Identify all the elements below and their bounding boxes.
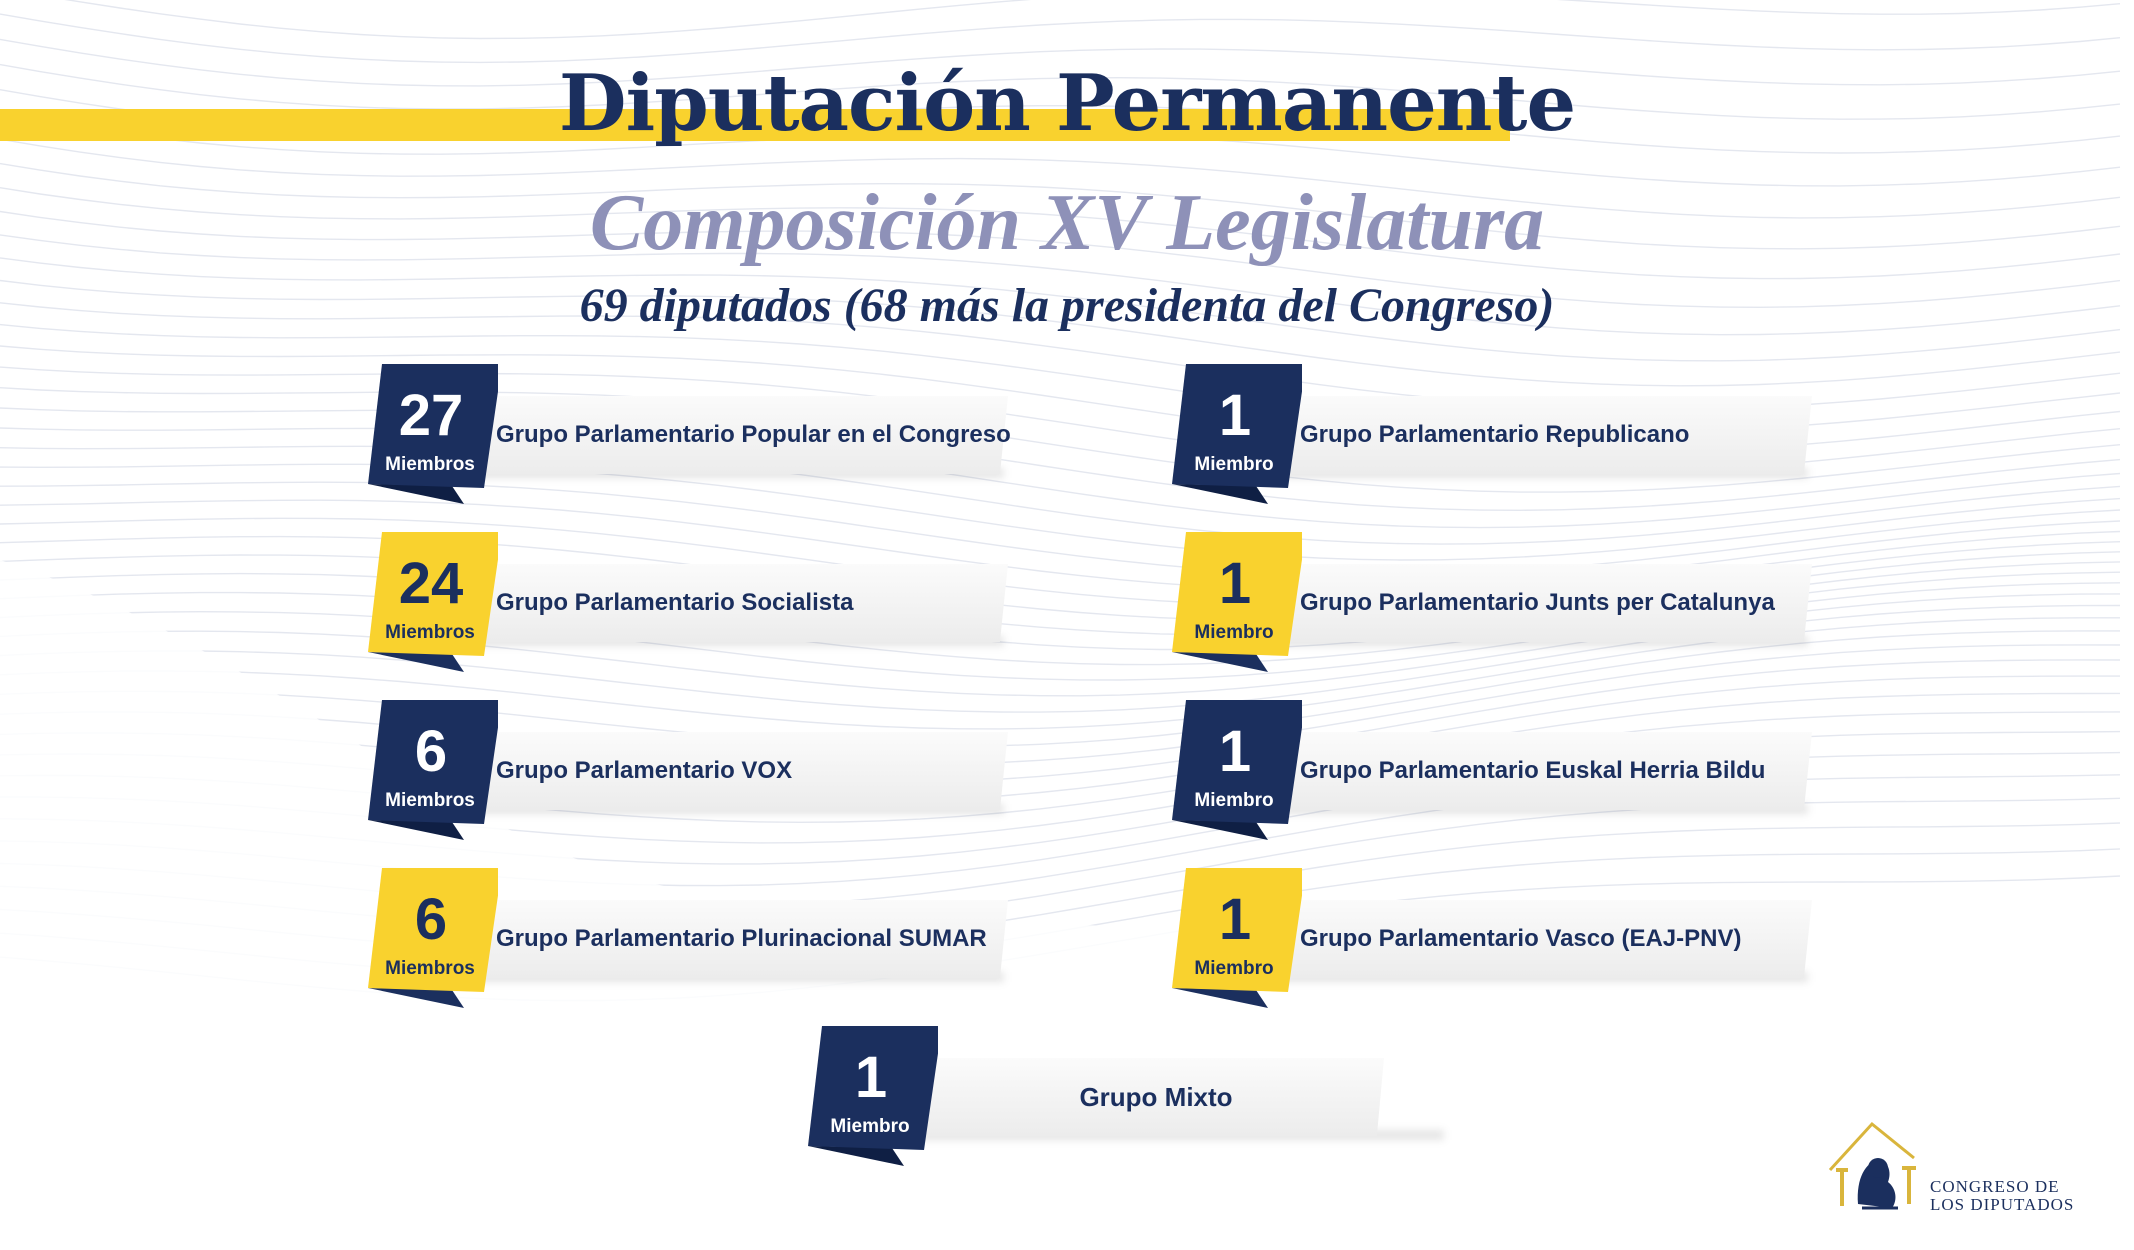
member-count-badge bbox=[368, 868, 498, 1008]
group-name: Grupo Parlamentario Plurinacional SUMAR bbox=[496, 925, 987, 952]
group-name: Grupo Parlamentario VOX bbox=[496, 757, 793, 784]
member-count: 6 bbox=[414, 719, 448, 784]
page-tagline: 69 diputados (68 más la presidenta del Congreso) bbox=[579, 279, 1555, 332]
logo-line-2: LOS DIPUTADOS bbox=[1930, 1195, 2075, 1214]
member-count-badge bbox=[368, 700, 498, 840]
member-unit: Miembros bbox=[385, 454, 475, 475]
group-card-pnv bbox=[1172, 868, 1812, 1008]
group-card-bildu bbox=[1172, 700, 1812, 840]
congreso-logo bbox=[1822, 1118, 2082, 1218]
member-count: 1 bbox=[1218, 887, 1252, 952]
member-count: 1 bbox=[1218, 719, 1252, 784]
member-count: 6 bbox=[414, 887, 448, 952]
member-unit: Miembro bbox=[830, 1116, 910, 1137]
wave-line bbox=[0, 0, 2120, 39]
member-unit: Miembro bbox=[1194, 958, 1274, 979]
group-name: Grupo Parlamentario Vasco (EAJ-PNV) bbox=[1300, 925, 1742, 952]
member-count: 1 bbox=[1218, 383, 1252, 448]
member-unit: Miembros bbox=[385, 958, 475, 979]
group-card-mixto bbox=[808, 1026, 1448, 1166]
group-name: Grupo Parlamentario Popular en el Congreso bbox=[496, 421, 1011, 448]
group-card-junts bbox=[1172, 532, 1812, 672]
group-name: Grupo Parlamentario Euskal Herria Bildu bbox=[1300, 757, 1766, 784]
member-count: 1 bbox=[1218, 551, 1252, 616]
member-unit: Miembros bbox=[385, 622, 475, 643]
group-card-republicano bbox=[1172, 364, 1812, 504]
group-name: Grupo Parlamentario Junts per Catalunya bbox=[1300, 589, 1775, 616]
member-count: 24 bbox=[398, 551, 464, 616]
member-unit: Miembro bbox=[1194, 454, 1274, 475]
member-count-badge bbox=[808, 1026, 938, 1166]
logo-line-1: CONGRESO DE bbox=[1930, 1177, 2060, 1196]
member-count-badge bbox=[1172, 364, 1302, 504]
member-count-badge bbox=[1172, 532, 1302, 672]
member-count: 27 bbox=[398, 383, 464, 448]
group-card-vox bbox=[368, 700, 1008, 840]
member-count-badge bbox=[368, 532, 498, 672]
member-unit: Miembros bbox=[385, 790, 475, 811]
group-name: Grupo Mixto bbox=[1079, 1082, 1233, 1112]
member-count-badge bbox=[1172, 868, 1302, 1008]
group-card-popular bbox=[368, 364, 1011, 504]
member-unit: Miembro bbox=[1194, 622, 1274, 643]
page-subtitle: Composición XV Legislatura bbox=[589, 179, 1545, 267]
group-card-sumar bbox=[368, 868, 1008, 1008]
group-name: Grupo Parlamentario Socialista bbox=[496, 589, 854, 616]
wave-line bbox=[0, 14, 2120, 62]
group-name: Grupo Parlamentario Republicano bbox=[1300, 421, 1690, 448]
member-count: 1 bbox=[854, 1045, 888, 1110]
page-title: Diputación Permanente bbox=[558, 58, 1576, 149]
group-card-socialista bbox=[368, 532, 1008, 672]
member-count-badge bbox=[368, 364, 498, 504]
member-count-badge bbox=[1172, 700, 1302, 840]
congress-building-lion-icon bbox=[1822, 1118, 1932, 1218]
member-unit: Miembro bbox=[1194, 790, 1274, 811]
